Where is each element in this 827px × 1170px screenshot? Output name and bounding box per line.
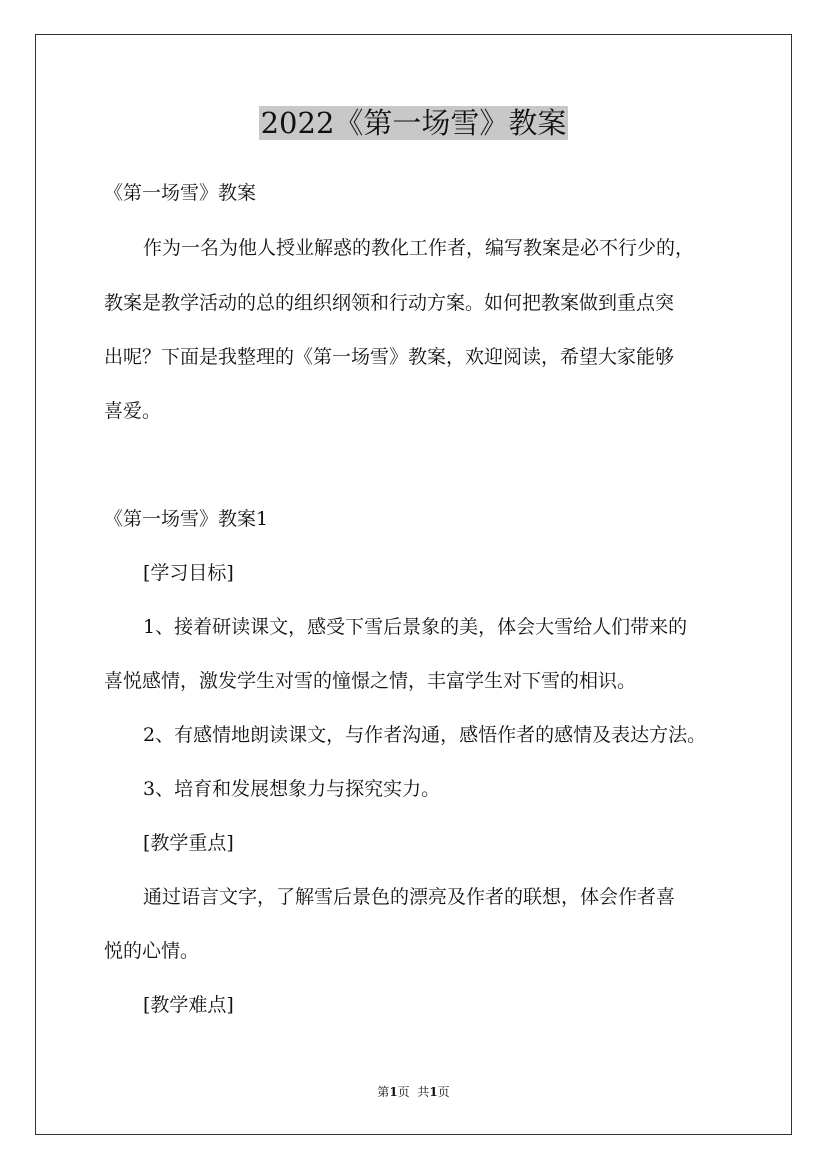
subtitle: 《第一场雪》教案	[104, 182, 257, 204]
section-label-objectives: [学习目标]	[143, 562, 234, 584]
section-label-key-points: [教学重点]	[143, 832, 234, 854]
intro-line: 出呢？下面是我整理的《第一场雪》教案，欢迎阅读，希望大家能够	[104, 346, 675, 368]
current-page-number: 1	[389, 1085, 398, 1099]
document-title	[0, 104, 827, 142]
body-line: 悦的心情。	[104, 940, 200, 962]
body-line: 1、接着研读课文，感受下雪后景象的美，体会大雪给人们带来的	[143, 616, 688, 638]
intro-line: 作为一名为他人授业解惑的教化工作者，编写教案是必不行少的，	[143, 237, 695, 259]
page-label-mid: 页 共	[397, 1085, 430, 1099]
body-line: 喜悦感情，激发学生对雪的憧憬之情，丰富学生对下雪的相识。	[104, 670, 637, 692]
page-label-prefix: 第	[377, 1085, 390, 1099]
section-heading: 《第一场雪》教案1	[104, 508, 269, 530]
intro-line: 教案是教学活动的总的组织纲领和行动方案。如何把教案做到重点突	[104, 292, 675, 314]
body-line: 3、培育和发展想象力与探究实力。	[143, 778, 441, 800]
body-line: 通过语言文字，了解雪后景色的漂亮及作者的联想，体会作者喜	[143, 886, 676, 908]
page-footer	[0, 1084, 827, 1100]
document-title-text: 2022《第一场雪》教案	[260, 106, 567, 140]
intro-line: 喜爱。	[104, 400, 162, 422]
body-line: 2、有感情地朗读课文，与作者沟通，感悟作者的感情及表达方法。	[143, 724, 707, 746]
total-pages-number: 1	[429, 1085, 438, 1099]
page-label-suffix: 页	[437, 1085, 450, 1099]
section-label-difficulties: [教学难点]	[143, 994, 234, 1016]
